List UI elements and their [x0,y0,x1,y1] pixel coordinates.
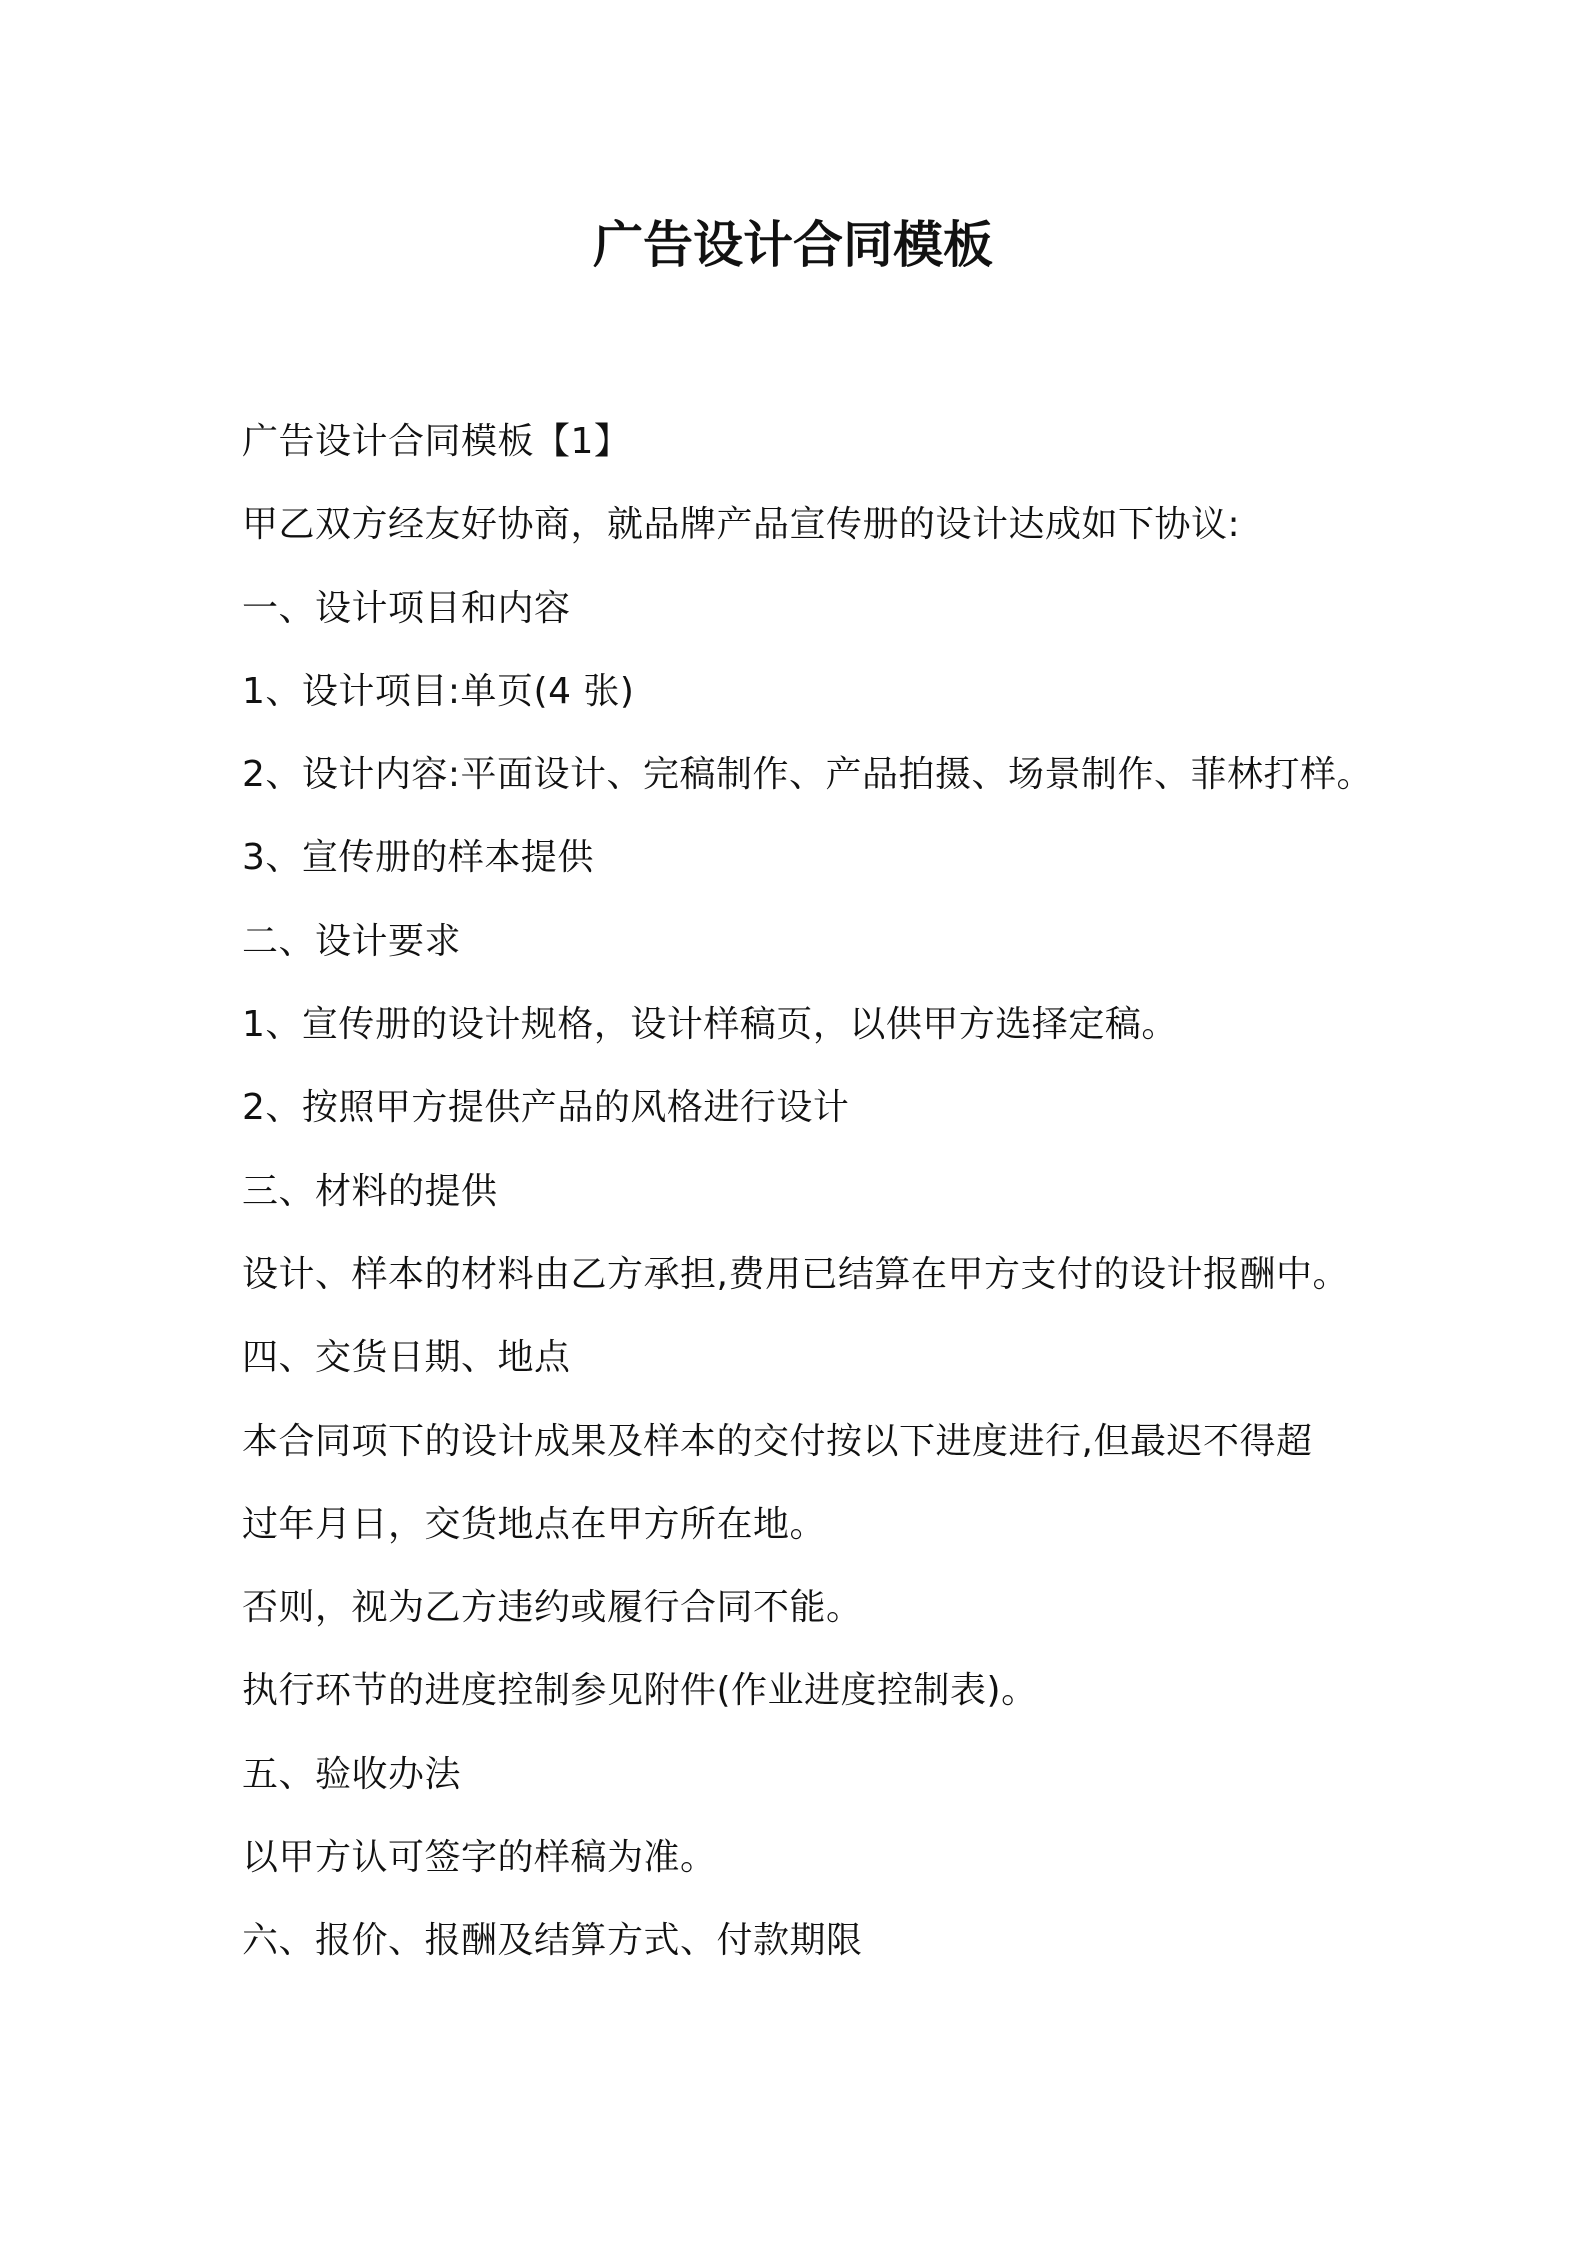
paragraph-line: 以甲方认可签字的样稿为准。 [242,1837,717,1879]
paragraph-line: 1、设计项目:单页(4 张) [242,670,635,712]
document-title: 广告设计合同模板 [593,216,993,274]
paragraph-line: 否则，视为乙方违约或履行合同不能。 [242,1587,863,1629]
section-heading: 二、设计要求 [242,920,462,962]
paragraph-line: 3、宣传册的样本提供 [242,837,594,879]
section-heading: 一、设计项目和内容 [242,587,571,629]
paragraph-line: 设计、样本的材料由乙方承担,费用已结算在甲方支付的设计报酬中。 [242,1253,1349,1295]
paragraph-line: 执行环节的进度控制参见附件(作业进度控制表)。 [242,1670,1038,1712]
paragraph-line: 甲乙双方经友好协商，就品牌产品宣传册的设计达成如下协议: [242,504,1241,546]
document-body [242,400,1392,1983]
paragraph-line: 2、按照甲方提供产品的风格进行设计 [242,1087,850,1129]
paragraph-line: 1、宣传册的设计规格，设计样稿页，以供甲方选择定稿。 [242,1004,1178,1046]
section-heading: 广告设计合同模板【1】 [242,421,631,462]
section-heading: 四、交货日期、地点 [242,1337,571,1379]
section-heading: 五、验收办法 [242,1753,462,1795]
paragraph-line: 过年月日，交货地点在甲方所在地。 [242,1503,827,1545]
section-heading: 三、材料的提供 [242,1170,498,1212]
paragraph-line: 本合同项下的设计成果及样本的交付按以下进度进行,但最迟不得超 [242,1420,1313,1462]
section-heading: 六、报价、报酬及结算方式、付款期限 [242,1920,863,1962]
paragraph-line: 2、设计内容:平面设计、完稿制作、产品拍摄、场景制作、菲林打样。 [242,754,1374,796]
